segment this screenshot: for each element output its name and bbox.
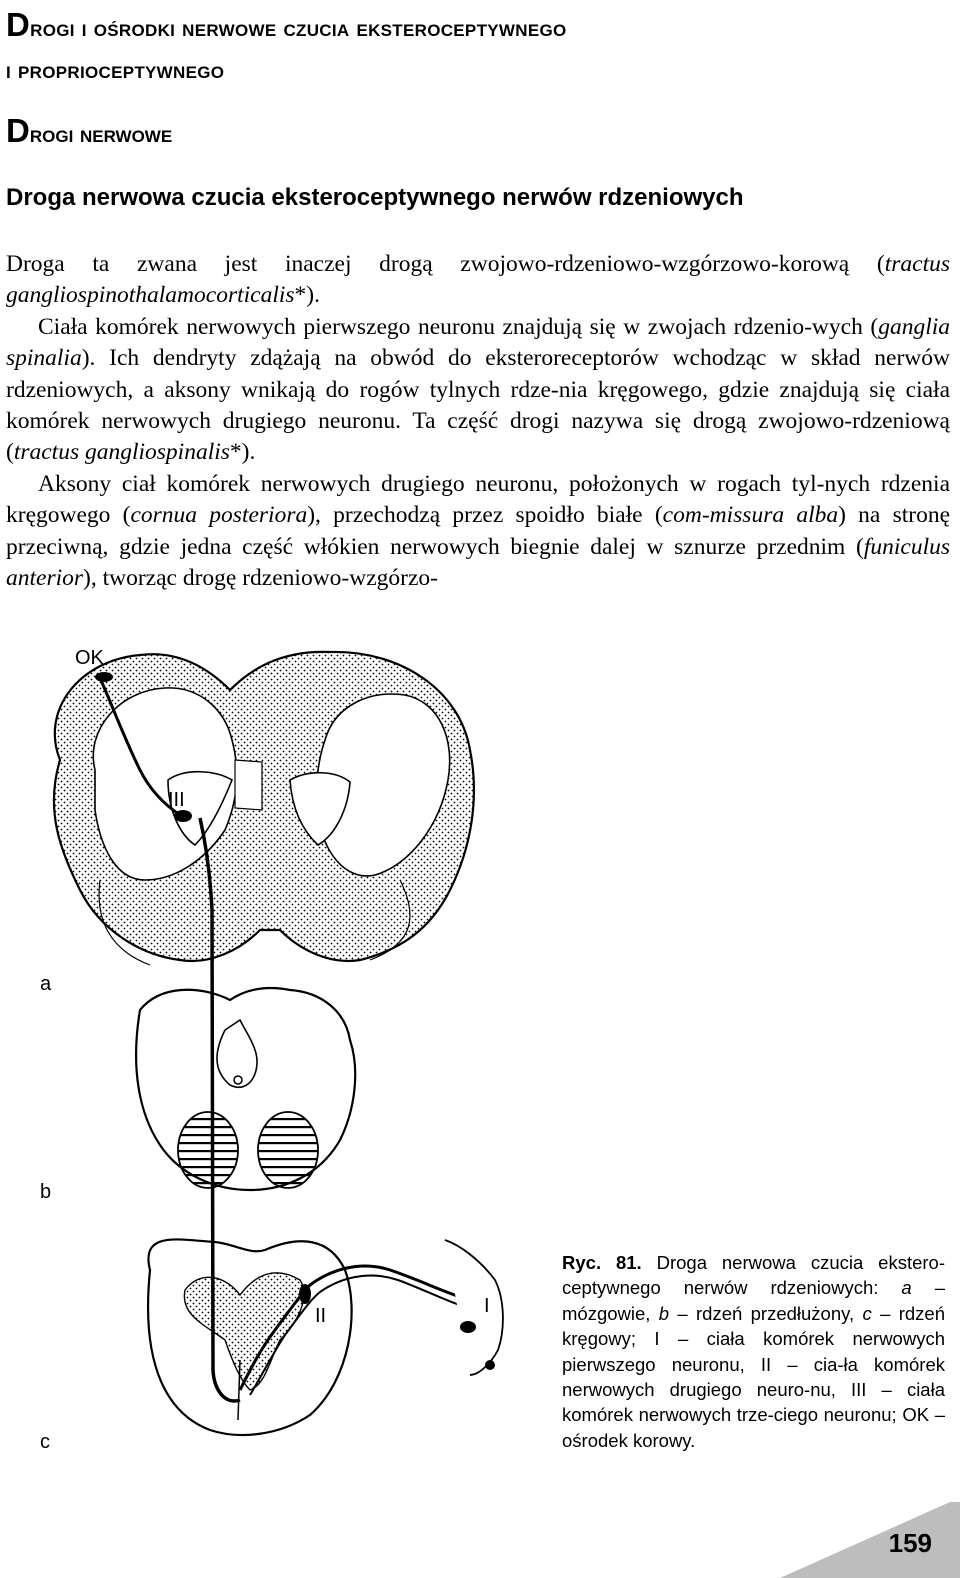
label-ok: OK [75,647,104,669]
spinal-cord-section [148,1239,352,1435]
page-tab [780,1502,960,1578]
label-a: a [40,973,52,995]
paragraph-3: Aksony ciał komórek nerwowych drugiego neuronu, położonych w rogach tyl-nych rdzenia kręgowego (cornua posteriora), przechodzą przez spoidło białe (com-missura alba) na stronę przeciwną, gdzie jedna część włókien nerwowych biegnie dalej w sznurze przednim (funiculus anterior), tworząc drogę rdzeniowo-wzgórzo- [6,470,951,592]
body-text [6,249,950,594]
label-c: c [40,1431,50,1453]
label-ii: II [315,1305,327,1327]
chapter-heading [6,4,946,92]
figure-caption: Ryc. 81. Droga nerwowa czucia ekstero-ceptywnego nerwów rdzeniowych: a – mózgowie, b – rdzeń przedłużony, c – rdzeń kręgowy; I – ciała komórek nerwowych pierwszego neuronu, II – cia-ła komórek nerwowych drugiego neuro-nu, III – ciała komórek nerwowych trze-ciego neuronu; OK – ośrodek korowy. [562,1252,946,1451]
label-iii: III [168,789,185,811]
paragraph-2: Ciała komórek nerwowych pierwszego neuronu znajdują się w zwojach rdzenio-wych (ganglia spinalia). Ich dendryty zdążają na obwód do eksteroreceptorów wchodząc w skład nerwów rdzeniowych, a aksony wnikają do rogów tylnych rdze-nia kręgowego, gdzie znajdują się ciała komórek nerwowych drugiego neuronu. Ta część drogi nazywa się drogą zwojowo-rdzeniową (tractus gangliospinalis*). [6,313,950,466]
chapter-heading-line2: i proprioceptywnego [6,57,225,84]
medulla-section [136,988,355,1190]
section-heading: Drogi nerwowe [6,112,173,149]
paragraph-1: Droga ta zwana jest inaczej drogą zwojowo-rdzeniowo-wzgórzowo-korową (tractus gangliospinothalamocorticalis*). [6,251,950,309]
page-number: 159 [888,1528,932,1558]
label-i: I [484,1295,490,1317]
subsection-title: Droga nerwowa czucia eksteroceptywnego nerwów rdzeniowych [6,184,744,211]
chapter-heading-line1: Drogi i ośrodki nerwowe czucia eksteroceptywnego [6,6,567,43]
neural-pathway-figure [0,630,560,1470]
label-b: b [40,1181,52,1203]
brain-section [54,652,474,965]
